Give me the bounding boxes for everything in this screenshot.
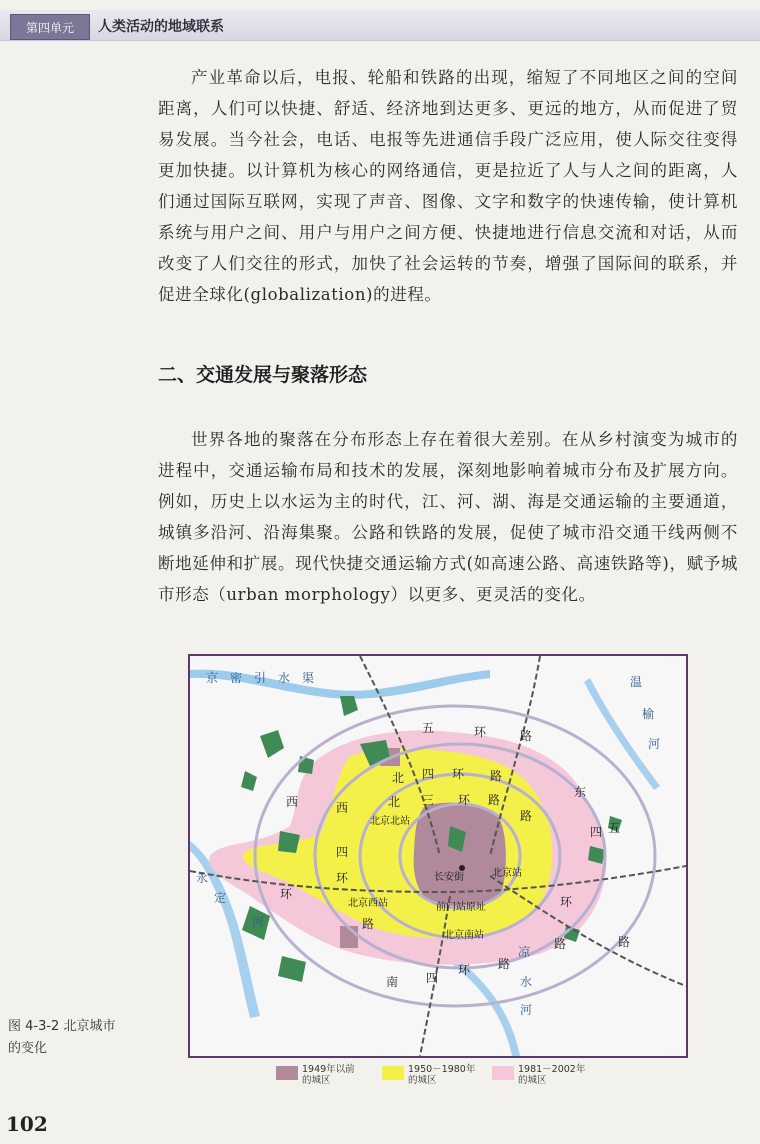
figure-caption-line-2: 的变化 xyxy=(8,1041,48,1056)
road-label-1: 路 xyxy=(520,809,533,823)
east-label-4: 环 xyxy=(560,895,573,909)
canal-label: 京 密 引 水 渠 xyxy=(206,671,315,685)
liangshui-label-2: 水 xyxy=(520,975,533,989)
beijing-north-station-label: 北京北站 xyxy=(370,816,410,827)
east-label-3: 五 xyxy=(608,821,621,835)
legend-label-1950-1980: 1950－1980年 的城区 xyxy=(408,1064,476,1086)
beijing-south-station-label: 北京南站 xyxy=(444,930,484,941)
south-label-4: 路 xyxy=(498,957,511,971)
west-label-4: 环 xyxy=(336,871,349,885)
yongding-label-3: 河 xyxy=(252,915,265,929)
ring4-north-label-4: 路 xyxy=(490,769,503,783)
west-label-5: 环 xyxy=(280,887,293,901)
tiananmen-point xyxy=(459,865,465,871)
west-label: 西 xyxy=(286,795,299,809)
east-label-2: 四 xyxy=(590,825,603,839)
legend-label-1981-2002: 1981－2002年 的城区 xyxy=(518,1064,586,1086)
paragraph-1: 产业革命以后，电报、轮船和铁路的出现，缩短了不同地区之间的空间距离，人们可以快捷、舒适、经济地到达更多、更远的地方，从而促进了贸易发展。当今社会，电话、电报等先进通信手段广泛应用，使人际交往变得更加快捷。以计算机为核心的网络通信，更是拉近了人与人之间的距离，人们通过国际互联网，实现了声音、图像、文字和数字的快速传输，使计算机系统与用户之间、用户与用户之间方便、快捷地进行信息交流和对话，从而改变了人们交往的形式，加快了社会运转的节奏，增强了国际间的联系，并促进全球化(globalization)的进程。 xyxy=(158,68,738,304)
changan-street-label: 长安街 xyxy=(434,872,464,883)
west-label-3: 四 xyxy=(336,845,349,859)
yongding-label-2: 定 xyxy=(214,891,227,905)
wenyu-label-3: 河 xyxy=(648,737,661,751)
yongding-label-1: 永 xyxy=(196,871,209,885)
wenyu-label-2: 榆 xyxy=(642,707,655,721)
beijing-map-svg xyxy=(190,656,686,1056)
liangshui-label-1: 凉 xyxy=(518,945,531,959)
road-label-4: 路 xyxy=(618,935,631,949)
ring3-north-label-4: 路 xyxy=(488,793,501,807)
unit-title: 人类活动的地域联系 xyxy=(98,19,224,35)
ring3-north-label-3: 环 xyxy=(458,793,471,807)
wenyu-label-1: 温 xyxy=(630,675,643,689)
road-label-3: 路 xyxy=(554,937,567,951)
south-label: 南 xyxy=(386,975,399,989)
figure-caption xyxy=(8,1016,168,1060)
core-city-shape xyxy=(414,803,506,906)
ring4-north-label-2: 四 xyxy=(422,767,435,781)
paragraph-2: 世界各地的聚落在分布形态上存在着很大差别。在从乡村演变为城市的进程中，交通运输布局和技术的发展，深刻地影响着城市分布及扩展方向。例如，历史上以水运为主的时代，江、河、湖、海是交通运输的主要通道，城镇多沿河、沿海集聚。公路和铁路的发展，促使了城市沿交通干线两侧不断地延伸和扩展。现代快捷交通运输方式(如高速公路、高速铁路等)，赋予城市形态（urban morphology）以更多、更灵活的变化。 xyxy=(158,430,738,604)
qianmen-station-label: 前门站原址 xyxy=(436,902,486,913)
section-heading: 二、交通发展与聚落形态 xyxy=(158,364,368,386)
south-label-2: 四 xyxy=(426,971,439,985)
beijing-west-station-label: 北京西站 xyxy=(348,898,388,909)
ring3-north-label-2: 三 xyxy=(422,793,435,807)
south-label-3: 环 xyxy=(458,963,471,977)
beijing-map xyxy=(188,654,688,1058)
legend-swatch-1981-2002 xyxy=(492,1066,514,1080)
beijing-station-label: 北京站 xyxy=(492,868,522,879)
ring4-north-label-3: 环 xyxy=(452,767,465,781)
legend-swatch-1949 xyxy=(276,1066,298,1080)
liangshui-label-3: 河 xyxy=(520,1003,533,1017)
figure-caption-line-1: 图 4-3-2 北京城市 xyxy=(8,1019,116,1034)
road-label-2: 路 xyxy=(362,917,375,931)
ring4-north-label: 北 xyxy=(392,771,405,785)
legend-swatch-1950-1980 xyxy=(382,1066,404,1080)
ring5-label: 五 xyxy=(422,721,435,735)
page-number: 102 xyxy=(6,1112,48,1136)
legend-label-1949: 1949年以前 的城区 xyxy=(302,1064,355,1086)
ring5-label-3: 路 xyxy=(520,729,533,743)
ring3-north-label: 北 xyxy=(388,795,401,809)
west-label-2: 西 xyxy=(336,801,349,815)
ring5-label-2: 环 xyxy=(474,725,487,739)
east-label: 东 xyxy=(574,785,587,799)
unit-tag: 第四单元 xyxy=(10,14,90,40)
